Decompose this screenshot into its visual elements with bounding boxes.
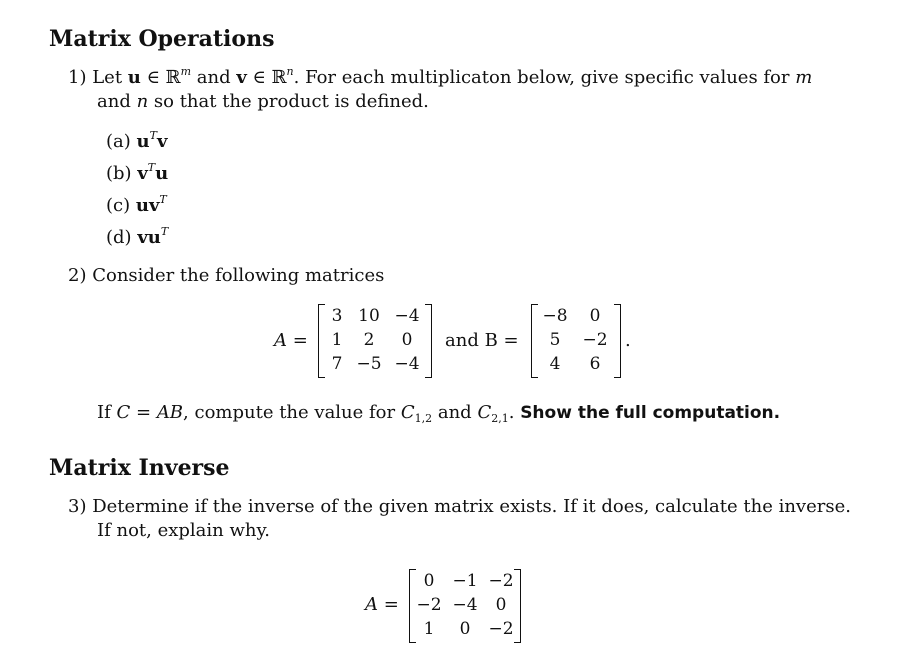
matrix-cell: 0 bbox=[401, 330, 413, 350]
item-sup: T bbox=[147, 161, 156, 174]
item-b: u bbox=[155, 163, 169, 184]
q3-number: 3) bbox=[68, 496, 87, 517]
matrix-cell: −1 bbox=[452, 571, 478, 591]
q3-line2: If not, explain why. bbox=[97, 520, 270, 541]
q1-in1: ∈ ℝ bbox=[140, 67, 181, 88]
q1-item-a bbox=[106, 131, 167, 152]
item-label: (c) bbox=[106, 195, 131, 216]
q1-m: m bbox=[795, 67, 813, 88]
q2-eq: = bbox=[130, 402, 157, 423]
item-label: (d) bbox=[106, 227, 132, 248]
item-sup: T bbox=[149, 129, 157, 142]
matrix-cell: 7 bbox=[331, 354, 343, 374]
item-b: v bbox=[156, 131, 168, 152]
bracket-left bbox=[318, 304, 325, 378]
matrix-cell: −2 bbox=[582, 330, 608, 350]
matrix-cell: 0 bbox=[589, 306, 601, 326]
q1-item-b bbox=[106, 163, 168, 184]
matrix-a bbox=[318, 304, 432, 378]
bracket-right bbox=[614, 304, 621, 378]
matrix-cell: −4 bbox=[394, 306, 420, 326]
q2-c: C bbox=[116, 402, 131, 423]
matrix-cell: −4 bbox=[452, 595, 478, 615]
matrix-cell: −2 bbox=[488, 571, 514, 591]
q2-period: . bbox=[625, 330, 631, 351]
q2-and-b-label: and B = bbox=[445, 330, 519, 351]
matrix-cell: 4 bbox=[549, 354, 561, 374]
matrix-cell: 0 bbox=[423, 571, 435, 591]
q2-if: If bbox=[97, 402, 117, 423]
q2-c21: C bbox=[477, 402, 492, 423]
item-a: vu bbox=[137, 227, 161, 248]
bracket-left bbox=[409, 569, 416, 643]
q1-text2: . For each multiplicaton below, give specific values for bbox=[293, 67, 796, 88]
matrix-cell: −8 bbox=[542, 306, 568, 326]
matrix-cell: 1 bbox=[423, 619, 435, 639]
q2-ab: AB bbox=[156, 402, 184, 423]
q2-compute: , compute the value for bbox=[183, 402, 401, 423]
q1-text3: and bbox=[97, 91, 137, 112]
q3-text1: Determine if the inverse of the given matrix exists. If it does, calculate the inverse. bbox=[92, 496, 851, 517]
q1-text4: so that the product is defined. bbox=[148, 91, 429, 112]
q1-u: u bbox=[127, 67, 141, 88]
q1-line2 bbox=[97, 91, 429, 112]
item-a: u bbox=[136, 131, 150, 152]
q2-c21-sub: 2,1 bbox=[491, 412, 509, 425]
bracket-right bbox=[514, 569, 521, 643]
q1-m-sup: m bbox=[180, 65, 192, 78]
item-label: (b) bbox=[106, 163, 132, 184]
q2-c12: C bbox=[400, 402, 415, 423]
matrix-cell: 3 bbox=[331, 306, 343, 326]
matrix-cell: 0 bbox=[495, 595, 507, 615]
bracket-right bbox=[425, 304, 432, 378]
matrix-cell: 5 bbox=[549, 330, 561, 350]
matrix-cell: 6 bbox=[589, 354, 601, 374]
item-a: uv bbox=[135, 195, 160, 216]
matrix-q3-a bbox=[409, 569, 521, 643]
bracket-left bbox=[531, 304, 538, 378]
q1-text: Let bbox=[92, 67, 128, 88]
q1-n-sup: n bbox=[286, 65, 294, 78]
q2-bold-instruction: Show the full computation. bbox=[520, 403, 781, 423]
q2-and: and bbox=[432, 402, 478, 423]
matrix-cell: 0 bbox=[459, 619, 471, 639]
item-label: (a) bbox=[106, 131, 131, 152]
q2-number: 2) bbox=[68, 265, 87, 286]
item-a: v bbox=[137, 163, 148, 184]
section-title-matrix-inverse: Matrix Inverse bbox=[49, 455, 230, 481]
q1-item-c bbox=[106, 195, 167, 216]
matrix-cell: −5 bbox=[356, 354, 382, 374]
q2-line2 bbox=[97, 402, 780, 423]
matrix-cell: −4 bbox=[394, 354, 420, 374]
q2-text: Consider the following matrices bbox=[92, 265, 385, 286]
section-title-matrix-operations: Matrix Operations bbox=[49, 26, 275, 52]
q2-a-label: A = bbox=[274, 330, 308, 351]
matrix-b bbox=[531, 304, 621, 378]
matrix-cell: −2 bbox=[488, 619, 514, 639]
q1-item-d bbox=[106, 227, 168, 248]
matrix-cell: 2 bbox=[363, 330, 375, 350]
item-sup: T bbox=[160, 225, 169, 238]
q3-a-label: A = bbox=[365, 594, 399, 615]
matrix-cell: 1 bbox=[331, 330, 343, 350]
matrix-cell: −2 bbox=[416, 595, 442, 615]
item-sup: T bbox=[159, 193, 167, 206]
q1-v: v bbox=[236, 67, 247, 88]
q1-line1 bbox=[68, 67, 812, 88]
q1-n: n bbox=[136, 91, 149, 112]
q2-dot: . bbox=[508, 402, 515, 423]
q1-in2: ∈ ℝ bbox=[246, 67, 287, 88]
q1-and: and bbox=[191, 67, 237, 88]
q2-line1 bbox=[68, 265, 384, 286]
q2-c12-sub: 1,2 bbox=[414, 412, 433, 425]
q1-number: 1) bbox=[68, 67, 87, 88]
q3-line1 bbox=[68, 496, 851, 517]
matrix-cell: 10 bbox=[358, 306, 380, 326]
